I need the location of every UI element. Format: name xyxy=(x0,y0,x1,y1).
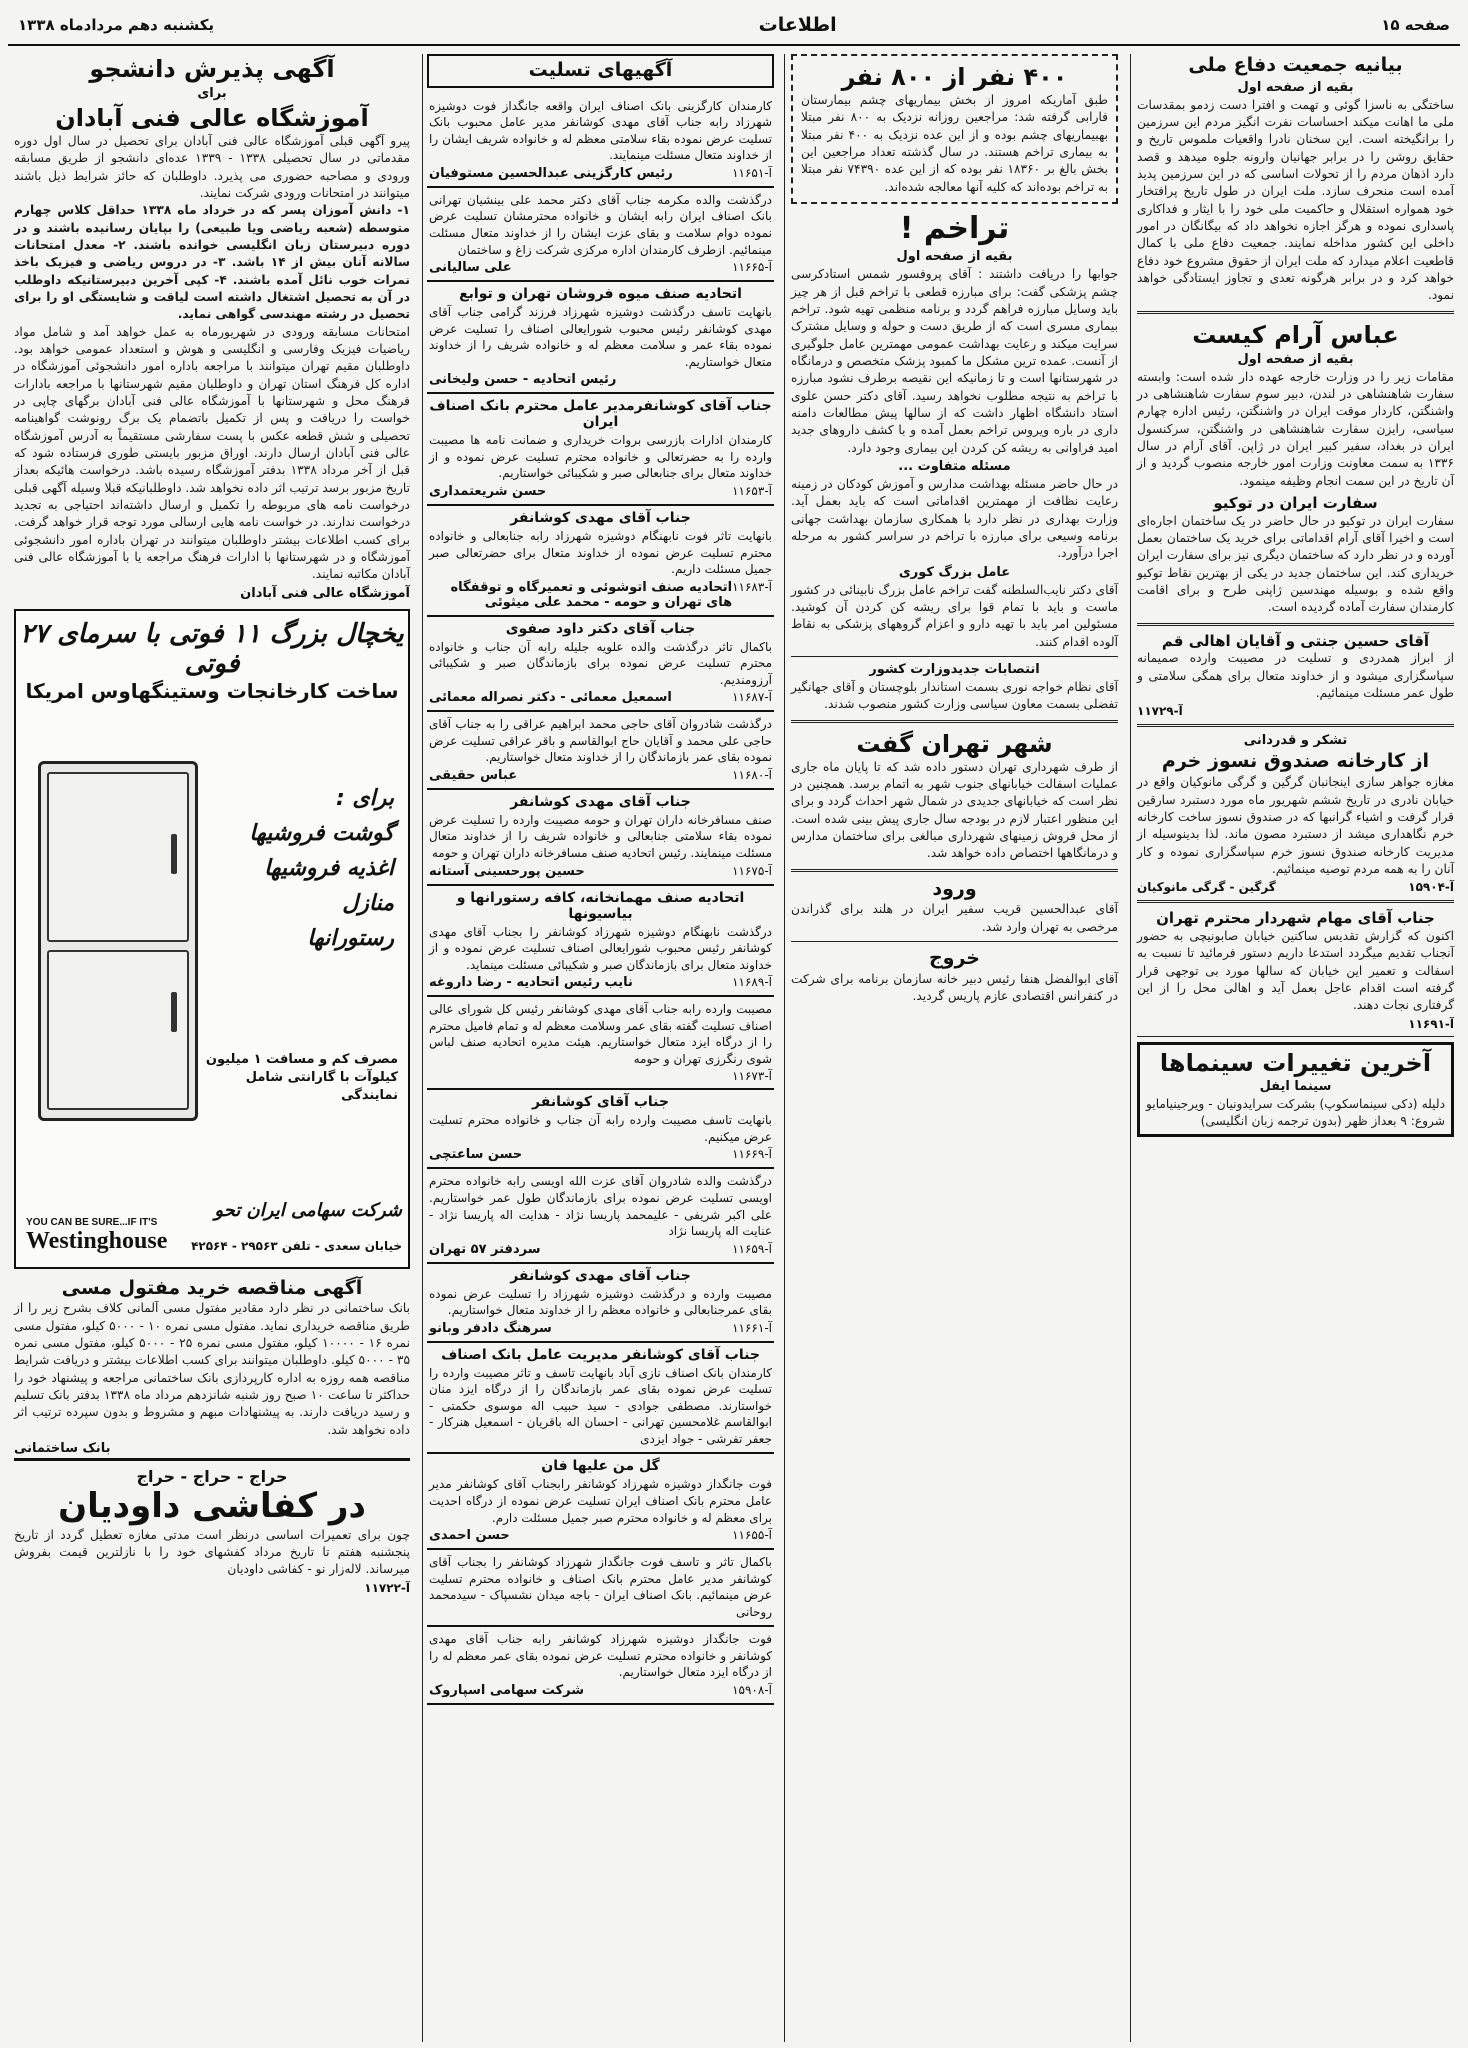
brand-tagline: YOU CAN BE SURE...IF IT'S xyxy=(26,1216,158,1228)
ad-number: آ-۱۱۶۶۵ xyxy=(732,260,772,275)
notice-body: بانهایت تاسف درگذشت دوشیزه شهرزاد فرزند گرامی جناب آقای مهدی کوشانفر رئیس محبوب شورایعالی اصناف را تسلیت عرض نموده بقاء عمر و سلامت معظم له و خانواده شریف را از خداوند متعال خواستاریم. xyxy=(429,305,772,369)
fridge-illustration xyxy=(38,761,198,1121)
notice-body: از ابراز همدردی و تسلیت در مصیبت وارده صمیمانه سپاسگزاری میشود و از خداوند متعال برای همگی سلامتی و طول عمر مسئلت مینمائیم. xyxy=(1137,651,1454,701)
ad-title: از کارخانه صندوق نسوز خرم xyxy=(1161,750,1430,773)
article-abbas-aram xyxy=(1137,320,1454,617)
divider xyxy=(1137,311,1454,314)
ad-number: آ-۱۱۶۸۰ xyxy=(732,767,772,782)
use-item: منازل xyxy=(342,891,394,917)
column-condolences xyxy=(422,54,778,2042)
notice-signature xyxy=(1137,1017,1454,1031)
notice-signer: رئیس اتحادیه - حسن ولیخانی xyxy=(429,372,617,388)
condolence-notice xyxy=(427,1343,774,1455)
headline-clinic: ۴۰۰ نفر از ۸۰۰ نفر xyxy=(841,63,1068,91)
ad-number: آ-۱۱۷۲۹ xyxy=(1137,704,1183,719)
ad-slogan: یخچال بزرگ ۱۱ فوتی با سرمای ۲۷ فوتی xyxy=(20,618,404,679)
condolence-notice xyxy=(427,282,774,394)
article-body: آقای ابوالفضل هنفا رئیس دبیر خانه سازمان برنامه برای شرکت در کنفرانس اقتصادی عازم پاریس گردید. xyxy=(791,971,1118,1004)
notice-signature xyxy=(429,1069,772,1083)
article-body: جوابها را دریافت داشتند : آقای پروفسور شمس استادکرسی چشم پزشکی گفت: برای مبارزه قطعی با تراخم قبل از هر چیز باید وسایل مبارزه فراهم گردد و برنامه منظمی تهیه شود. تراخم بیماری مسری است که از طریق دست و حوله و وسایل مشترک سرایت میکند و رعایت بهداشت عمومی مهمترین عامل جلوگیری از آنست. عمده ترین مشکل ما کمبود پزشک متخصص و درمانگاه در شهرستانها است و تا زمانیکه این نقیصه برطرف نشود مبارزه با تراخم به نتیجه مطلوب نخواهد رسید. آقای دکتر حسن علوی استاد دانشگاه اظهار داشت که از سالها پیش مطالعات دامنه داری در باره ویروس تراخم بعمل آمده و با کشف داروهای جدید امید فراوانی به ریشه کن کردن این بیماری وجود دارد. xyxy=(791,267,1118,455)
condolence-header-box xyxy=(427,54,774,88)
condolence-notice xyxy=(427,886,774,998)
ad-number: آ-۱۱۶۶۹ xyxy=(732,1147,772,1162)
condolence-notice xyxy=(427,1264,774,1343)
cinema-body: دلیله (دکی سینماسکوپ) بشرکت سرایدونیان - ویرجینیامایو شروع: ۹ بعداز ظهر (بدون ترجمه زبان انگلیسی) xyxy=(1146,1096,1445,1128)
column-ads xyxy=(8,54,416,2042)
ad-safe-factory xyxy=(1137,733,1454,894)
page-number: صفحه ۱۵ xyxy=(1381,16,1450,34)
notice-signature xyxy=(429,484,772,499)
article-body: از طرف شهرداری تهران دستور داده شد که تا پایان ماه جاری عملیات اسفالت خیابانهای جنوب شهر به اتمام برسد. همچنین در نظر است که خیابانهای جدیدی در شمال شهر احداث گردد و برای این منظور اعتبار لازم در بودجه سال جاری پیش بینی شده است. از محل فروش زمینهای شهرداری مبالغی برای ساختمان مدارس و درمانگاهها اختصاص داده خواهد شد. xyxy=(791,759,1118,861)
article-tehran-city xyxy=(791,729,1118,863)
notice-title: جناب آقای کوشانفر مدیریت عامل بانک اصناف xyxy=(441,1346,760,1363)
paper-name: اطلاعات xyxy=(758,14,837,36)
headline-city: شهر تهران گفت xyxy=(856,729,1053,758)
cinema-title: آخرین تغییرات سینماها xyxy=(1159,1048,1432,1077)
cinema-changes xyxy=(1137,1042,1454,1138)
headline-condolences: آگهیهای تسلیت xyxy=(528,59,673,81)
subhead: انتصابات جدیدوزارت کشور xyxy=(869,662,1040,678)
notice-body: درگذشت والده شادروان آقای عزت الله اویسی رابه خانواده محترم اویسی تسلیت عرض نموده برای بازماندگان طول عمر خواستاریم. علی اکبر شریفی - علیمحمد پاریسا نژاد - هدایت اله پاریسا نژاد - عنایت اله پاریسا نژاد xyxy=(429,1174,772,1239)
ad-tagline: مصرف کم و مسافت ۱ میلیون کیلوآت با گارانتی شامل نمایندگی xyxy=(205,1051,398,1103)
condolence-notice xyxy=(427,188,774,282)
ad-number: آ-۱۱۶۵۳ xyxy=(732,483,772,498)
notice-body: درگذشت نابهنگام دوشیزه شهرزاد کوشانفر را بجناب آقای مهدی کوشانفر رئیس محبوب شورایعالی اصناف تسلیت عرض نموده و از خداوند متعال برای بازماندگان صبر و شکیبائی مسئلت مینماید. xyxy=(429,924,772,972)
divider xyxy=(791,720,1118,723)
notice-title: جناب آقای دکتر داود صفوی xyxy=(505,620,696,637)
notice-signer: علی سالیانی xyxy=(429,260,512,276)
newspaper-page xyxy=(8,6,1460,2042)
article-arrival xyxy=(791,878,1118,936)
notice-body: فوت جانگداز دوشیزه شهرزاد کوشانفر رابجناب آقای کوشانفر مدیر عامل محترم بانک اصناف ایران تسلیت عرض نموده از درگاه احدیت برای معظم له و خانواده محترم صبر جمیل مسئلت دارم. xyxy=(429,1477,772,1525)
ad-number: آ-۱۱۶۵۵ xyxy=(732,1528,772,1543)
notice-signer: حسن ساعتچی xyxy=(429,1147,523,1163)
article-trachoma xyxy=(791,210,1118,714)
ad-body: پیرو آگهی قبلی آموزشگاه عالی فنی آبادان برای تحصیل در سال اول دوره مقدماتی در سال تحصیلی ۱۳۳۸ - ۱۳۳۹ عده‌ای دانشجو از طریق مسابقه ورودی و مصاحبه حضوری می پذیرد. داوطلبان که حائز شرایط ذیل باشند میتوانند در امتحانات ورودی شرکت نمایند. xyxy=(14,134,410,200)
notice-signature xyxy=(429,768,772,783)
condolence-notice xyxy=(427,394,774,506)
headline-national-defense: بیانیه جمعیت دفاع ملی xyxy=(1188,54,1403,76)
ad-number: آ-۱۱۶۵۱ xyxy=(732,165,772,180)
kicker: تشکر و قدردانی xyxy=(1243,733,1348,749)
notice-title: اتحادیه صنف میوه فروشان تهران و توابع xyxy=(459,286,742,303)
notice-body: باکمال تاثر درگذشت والده علویه جلیله رابه آن جناب و خانواده محترم تسلیت عرض نموده برای بازماندگان صبر و شکیبائی آرزومندیم. xyxy=(429,639,772,687)
notice-signature xyxy=(429,372,772,387)
notice-signer: رئیس کارگزینی عبدالحسین مستوفیان xyxy=(429,165,673,181)
ad-signer: گرگین - گرگی مانوکیان xyxy=(1137,880,1276,895)
subhead: مسئله متفاوت ... xyxy=(898,459,1011,475)
article-body: آقای نظام خواجه نوری بسمت استاندار بلوچستان و آقای جهانگیر تفضلی بسمت معاون سیاسی وزارت کشور منصوب شدند. xyxy=(791,680,1118,712)
notice-body: فوت جانگداز دوشیزه شهرزاد کوشانفر رابه جناب آقای مهدی کوشانفر و خانواده محترم تسلیت عرض نموده بقای عمر معظم له را از درگاه ایزد متعال خواستاریم. xyxy=(429,1632,772,1680)
subhead-tokyo-embassy: سفارت ایران در توکیو xyxy=(1213,493,1378,512)
ad-body: بانک ساختمانی در نظر دارد مقادیر مفتول مسی آلمانی کلاف بشرح زیر را از طریق مناقصه خریداری نماید. مفتول مسی نمره ۱۰ - ۵۰۰۰ کیلو، مفتول مسی نمره ۱۶ - ۱۰۰۰۰ کیلو، مفتول مسی نمره ۲۵ - ۵۰۰۰ کیلو، مفتول مسی نمره ۳۵ - ۵۰۰۰ کیلو. داوطلبان میتوانند برای کسب اطلاعات بیشتر و دریافت شرایط مناقصه همه روزه به اداره کارپردازی بانک ساختمانی مراجعه و پیشنهاد خود را حداکثر تا ساعت ۱۰ صبح روز شنبه شانزدهم مرداد ماه ۱۳۳۸ بدفتر بانک تسلیم و رسید دریافت دارند. به پیشنهادات مبهم و مشروط و بدون سپرده ترتیب اثر داده نخواهد شد. xyxy=(14,1301,410,1437)
notice-body: مصیبت وارده رابه جناب آقای مهدی کوشانفر رئیس کل شورای عالی اصناف تسلیت گفته بقای عمر وسلامت معظم له و تمام فامیل محترم را از درگاه ایزد متعال خواستاریم. هیئت مدیره اتحادیه صنف لباس شوی رنگرزی تهران و حومه xyxy=(429,1002,772,1066)
article-body: سفارت ایران در توکیو در حال حاضر در یک ساختمان اجاره‌ای است و اخیرا آقای آرام اقداماتی برای خرید یک ساختمان بعمل آورده و در نظر دارد که ساختمان دیگری نیز برای سفارت ایران خریداری کند. این ساختمان جدید در یکی از بهترین نقاط توکیو واقع شده و بوسیله مهندسین ژاپنی طرح و برای اقامت کارمندان سفارت آماده گردیده است. xyxy=(1137,513,1454,615)
fridge-upper-door xyxy=(47,772,189,942)
notice-title: اتحادیه صنف مهمانخانه، کافه رستورانها و بیاسیونها xyxy=(456,889,745,922)
notice-body: بانهایت تاثر فوت نابهنگام دوشیزه شهرزاد رابه جنابعالی و خانواده محترم تسلیت عرض نموده از خداوند متعال برای حضرتعالی صبر جمیل مسئلت داریم. xyxy=(429,528,772,577)
notice-signature xyxy=(429,975,772,990)
fridge-lower-door xyxy=(47,950,189,1110)
divider xyxy=(1137,1036,1454,1037)
notice-body: صنف مسافرخانه داران تهران و حومه مصیبت وارده را تسلیت عرض نموده بقاء سلامتی جنابعالی و خانواده شریف را از خداوند متعال مسئلت مینمایند. رئیس اتحادیه صنف مسافرخانه داران تهران و حومه xyxy=(429,812,772,860)
notice-body: درگذشت شادروان آقای حاجی محمد ابراهیم عراقی را به جناب آقای حاجی علی محمد و آقایان حاج ابوالقاسم و باقر عراقی تسلیت عرض نموده بقای عمر بازماندگان را از خداوند متعال خواستاریم. xyxy=(429,717,772,765)
use-item: برای : xyxy=(335,785,394,811)
article-body: آقای عبدالحسین قریب سفیر ایران در هلند برای گذراندن مرخصی به تهران وارد شد. xyxy=(791,902,1118,934)
issue-date: یکشنبه دهم مردادماه ۱۳۳۸ xyxy=(18,16,215,34)
condolence-notice xyxy=(427,1454,774,1550)
notice-signature xyxy=(429,1321,772,1336)
divider xyxy=(791,656,1118,657)
ad-number: آ-۱۱۶۹۱ xyxy=(1408,1016,1454,1031)
ad-body: امتحانات مسابقه ورودی در شهریورماه به عمل خواهد آمد و شامل مواد ریاضیات فیزیک وفارسی و انگلیسی و هوش و استعداد عمومی خواهد بود. داوطلبان مقیم تهران میتوانند با مراجعه باداره امور دانشجوئی آموزشگاه در اداره کل فرهنگ استان تهران و داوطلبان مقیم شهرستانها با مراجعه بادارات فرهنگ محل و شهرستانها با آموزشگاه عالی فنی آبادان برگهای چاپی در خواست را دریافت و پس از تکمیل باتضمام یک برگ رونوشت گواهینامه تحصیلی و شش قطعه عکس با پست سفارشی مستقیماً به آدرس آموزشگاه عالی فنی آبادان ارسال دارند. اوراق مزبور بایستی طوری فرستاده شود که قبل از آخر مرداد ۱۳۳۸ بدفتر آموزشگاه رسیده باشد. درخواست هائیکه بعداز تاریخ مزبور برسد ترتیب اثر داده نخواهد شد. داوطلبانیکه قبلا وسیله آگهی قبلی درخواست نامه های مربوطه را تکمیل و ارسال داشته‌اند احتیاجی به تجدید درخواست ندارند. در خواست نامه هایی ارسالی مورد توجه قرار خواهد گرفت. برای کسب اطلاعات بیشتر داوطلبان میتوانند در تهران باداره امور دانشجوئی آموزشگاه و در شهرستانها با ادارات فرهنگ مراجعه یا با آموزشگاه عالی فنی آبادان مکاتبه نمایند. xyxy=(14,324,410,582)
ad-copper-wire-tender xyxy=(14,1277,410,1456)
notice-signature xyxy=(429,1683,772,1698)
fridge-handle xyxy=(171,992,177,1032)
notice-signer: نایب رئیس اتحادیه - رضا داروغه xyxy=(429,975,633,991)
column-national-defense xyxy=(1130,54,1460,2042)
kicker: بقیه از صفحه اول xyxy=(1237,79,1354,95)
kicker: برای xyxy=(197,86,227,101)
ad-title: آگهی پذیرش دانشجو xyxy=(89,55,335,83)
notice-signer: سردفتر ۵۷ تهران xyxy=(429,1241,541,1257)
headline-trachoma: تراخم ! xyxy=(899,210,1010,246)
ad-number: آ-۱۵۹۰۸ xyxy=(732,1682,772,1697)
article-body: در حال حاضر مسئله بهداشت مدارس و آموزش کودکان در زمینه رعایت نظافت از مهمترین اقداماتی است که باید بعمل آید. وزارت بهداری در نظر دارد با همکاری سازمان بهداشت جهانی برنامه وسیعی برای مبارزه با تراخم در سراسر کشور به مرحله اجرا درآورد. xyxy=(791,477,1118,561)
kicker: بقیه از صفحه اول xyxy=(896,249,1013,265)
masthead xyxy=(8,6,1460,46)
condolence-notice xyxy=(427,1550,774,1627)
headline-departure: خروج xyxy=(928,947,981,970)
ad-number: آ-۱۱۶۸۷ xyxy=(732,690,772,705)
condolence-notice xyxy=(427,506,774,617)
divider xyxy=(1137,623,1454,626)
brand-name: Westinghouse xyxy=(26,1227,168,1254)
condolence-notice xyxy=(427,1090,774,1169)
ad-number: آ-۱۱۶۶۱ xyxy=(732,1320,772,1335)
article-body: آقای دکتر نایب‌السلطنه گفت تراخم عامل بزرگ نابینائی در کشور ماست و باید با تمام قوا برای ریشه کن کردن آن کوشید. مسئولین امر باید با تهیه دارو و اعزام گروههای پزشکی به نقاط آلوده اقدام کنند. xyxy=(791,582,1118,649)
notice-signature xyxy=(429,166,772,181)
notice-title: آقای حسین جنتی و آقایان اهالی قم xyxy=(1161,631,1430,650)
notice-tehran-mayor xyxy=(1137,909,1454,1030)
notice-body: مصیبت وارده و درگذشت دوشیزه شهرزاد را تسلیت عرض نموده بقای عمرجنابعالی و خانواده معظم را از خداوند متعال خواستاریم. xyxy=(429,1286,772,1318)
notice-qom-thanks xyxy=(1137,632,1454,719)
article-departure xyxy=(791,947,1118,1005)
ad-sale-cry: حراج - حراج - حراج xyxy=(136,1466,288,1486)
notice-signature xyxy=(429,1242,772,1257)
notice-signature xyxy=(429,1147,772,1162)
ad-signature: بانک ساختمانی xyxy=(14,1440,111,1456)
box-farabi-clinic xyxy=(791,54,1118,204)
notice-signer: اتحادیه صنف اتوشوئی و تعمیرگاه و توقفگاه های تهران و حومه - محمد علی میثوئی xyxy=(450,579,733,610)
notice-title: جناب آقای کوشانفرمدیر عامل محترم بانک اصناف ایران xyxy=(429,398,772,431)
headline-abbas-aram: عباس آرام کیست xyxy=(1192,320,1399,349)
ad-number: آ-۱۱۶۷۵ xyxy=(732,863,772,878)
use-item: رستورانها xyxy=(307,926,394,952)
notice-signer: سرهنگ دادفر وبانو xyxy=(429,1320,552,1336)
ad-number: آ-۱۱۶۸۳ xyxy=(732,579,772,594)
ad-maker: ساخت کارخانجات وستینگهاوس امریکا xyxy=(25,678,399,703)
ad-body: چون برای تعمیرات اساسی درنظر است مدتی مغازه تعطیل گردد از تاریخ پنجشنبه هفتم تا تاریخ مرداد کفشهای خود را با نازلترین قیمت بفروش میرساند. لاله‌زار نو - کفاشی داودیان xyxy=(14,1527,410,1577)
notice-signer: عباس حقیقی xyxy=(429,767,518,783)
ad-company: شرکت سهامی ایران تحو xyxy=(214,1199,402,1221)
notice-signer: اسمعیل معمائی - دکتر نصراله معمائی xyxy=(429,690,672,706)
use-item: اغذیه فروشیها xyxy=(264,855,394,881)
ad-number: آ-۱۱۶۸۹ xyxy=(732,975,772,990)
notice-signer: حسن شریعتمداری xyxy=(429,483,547,499)
condolence-notice xyxy=(427,1169,774,1263)
notice-title: جناب آقای مهدی کوشانفر xyxy=(510,1267,691,1284)
condolence-notice xyxy=(427,712,774,790)
ad-abadan-admission xyxy=(14,54,410,601)
notice-body: کارمندان بانک اصناف نازی آباد بانهایت تاسف و تاثر مصیبت وارده را تسلیت عرض نموده بقای عمر بازماندگان را از درگاه ایزد منان خواستارند. مصطفی جوادی - سید حبیب اله موسوی حکمتی - ابوالقاسم غلامحسین تهرانی - احسان اله باقریان - اسمعیل هنرکار - جعفر تفرشی - جواد ایزدی xyxy=(429,1365,772,1446)
notice-signer: حسین پورحسینی آستانه xyxy=(429,863,585,879)
subhead: عامل بزرگ کوری xyxy=(898,564,1011,580)
notice-signature xyxy=(429,1528,772,1543)
ad-number: آ-۱۱۶۷۳ xyxy=(732,1069,772,1084)
notice-title: جناب آقای مهدی کوشانفر xyxy=(510,793,691,810)
notice-body: درگذشت والده مکرمه جناب آقای دکتر محمد علی بینشیان تهرانی بانک اصناف ایران رابه ایشان و خانواده محترمشان تسلیت عرض نموده دوام سلامت و بقای عزت ایشان را از خداوند متعال مسئلت مینمائیم. ازطرف کارمندان اداره مرکزی شرکت زاغ و ساختمان xyxy=(429,192,772,257)
cinema-name: سینما ایفل xyxy=(1259,1078,1332,1094)
ad-store-name: در کفاشی داودیان xyxy=(58,1485,366,1526)
headline-arrival: ورود xyxy=(932,877,977,900)
ad-signature xyxy=(1137,880,1454,894)
article-body: ساختگی به ناسزا گوئی و تهمت و افترا دست زدمو بمقدسات ملی ما اهانت میکند احساسات نفرت انگیز مردم این سرزمین را برانگیخته است. این سخنان نادرا واقعیات ملموس تاریخ و حقایق روشن را در برابر جهانیان وارونه جلوه میدهد و قصد دارد اذهان مردم را از تحولات اساسی که در این سرزمین پدید آمده است منحرف سازد. ملت ایران در طول تاریخ پرافتخار خود همواره استقلال و حاکمیت ملی خود را با ایثار و فداکاری پاسداری نموده و هرگز اجازه نخواهد داد که بیگانگان در امور داخلی این کشور مداخله نمایند. جمعیت دفاع ملی با کمال قاطعیت اعلام میدارد که ملت ایران از حقوق مشروع خود دفاع خواهد کرد و در برابر هرگونه تعدی و تجاوز ایستادگی خواهد نمود. xyxy=(1137,97,1454,303)
divider xyxy=(791,941,1118,942)
notice-title: جناب آقای مهدی کوشانفر xyxy=(510,509,691,526)
ad-body: مغازه جواهر سازی اینجانبان گرگین و گرگی مانوکیان واقع در خیابان نادری در تاریخ ششم شهریور ماه مورد دستبرد سارقین قرار گرفت و اشیاء گرانبها که در صندوق نسوز ساخت کارخانه خرم نگاهداری میشد از دستبرد مصون ماند. لذا بدینوسیله از مدیریت کارخانه صندوق نسوز خرم سپاسگزاری نموده و کار آنان را به همه مردم توصیه مینمائیم. xyxy=(1137,775,1454,876)
notice-body: باکمال تاثر و تاسف فوت جانگداز شهرزاد کوشانفر را بجناب آقای کوشانفر مدیر عامل محترم بانک اصناف و خانواده محترم تسلیت عرض مینمائیم. بانک اصناف ایران - باجه میدان نشسپاک - سیدمحمد روحانی xyxy=(429,1555,772,1619)
condolence-notice xyxy=(427,997,774,1090)
ad-davoudian-shoes xyxy=(14,1458,410,1595)
divider xyxy=(1137,900,1454,903)
ad-address: خیابان سعدی - تلفن ۲۹۵۶۳ - ۴۲۵۶۴ xyxy=(191,1238,402,1253)
notice-signature xyxy=(429,260,772,275)
ad-number: آ-۱۱۷۲۲ xyxy=(364,1580,410,1595)
condolence-notice xyxy=(427,94,774,188)
kicker: بقیه از صفحه اول xyxy=(1237,351,1354,367)
westinghouse-logo xyxy=(26,1217,167,1255)
notice-title: گل من علیها فان xyxy=(541,1458,660,1475)
notice-signer: حسن احمدی xyxy=(429,1528,510,1544)
divider xyxy=(791,869,1118,872)
fridge-handle xyxy=(171,834,177,874)
article-body: طبق آماریکه امروز از بخش بیماریهای چشم بیمارستان فارابی گرفته شد: مراجعین روزانه نزدیک به ۸۰۰ نفر مبتلا بهبیماریهای چشم بوده و از این عده نزدیک به ۴۰۰ نفر مبتلا به بیماری تراخم هستند. در سال گذشته تعداد مراجعین این بخش بالغ بر ۱۸۳۶۰ نفر بوده که از این عده ۷۴۳۹۰ نفر مبتلا به تراخم بوده‌اند که کلیه آنها معالجه شده‌اند. xyxy=(801,93,1108,194)
ad-signature: آموزشگاه عالی فنی آبادان xyxy=(240,585,410,601)
ad-conditions: ۱- دانش آموزان پسر که در خرداد ماه ۱۳۳۸ حداقل کلاس چهارم متوسطه (شعبه ریاضی ویا طبیعی) را بپایان رسانیده باشند و در دوره دبیرستان زبان انگلیسی خوانده باشند. ۲- معدل امتحانات سالانه آنان بیش از ۱۴ باشد. ۳- در دروس ریاضی و فیزیک باخذ نمرات خوب نائل آمده باشند. ۴- کپی آخرین دبیرستانیکه داوطلب در آن به تحصیل اشتغال داشته است لیاقت و شایستگی او را برای تحصیل در رشته مهندسی گواهی نماید. xyxy=(14,203,411,322)
condolence-list xyxy=(427,94,774,1705)
condolence-notice xyxy=(427,617,774,713)
notice-signer: شرکت سهامی اسپاروک xyxy=(429,1682,584,1698)
notice-body: کارمندان کارگزینی بانک اصناف ایران واقعه جانگداز فوت دوشیزه شهرزاد رابه جناب آقای مهدی کوشانفر مدیر عامل محبوب بانک تسلیت عرض نموده بقاء سلامتی معظم له و خانواده شریف ایشان را از خداوند متعال مسئلت مینمایند. xyxy=(429,98,772,163)
ad-title: آگهی مناقصه خرید مفتول مسی xyxy=(61,1276,363,1299)
article-body: مقامات زیر را در وزارت خارجه عهده دار شده است: وابسته سفارت شاهنشاهی در لندن، دبیر سوم سفارت شاهنشاهی در واشنگتن، کاردار موقت ایران در واشنگتن، رئیس اداره چهارم سیاسی، رایزن سفارت شاهنشاهی در واشنگتن، سرکنسول ایران در بغداد، سفیر کبیر ایران در ژاپن. آقای آرام در سال ۱۳۳۶ به سمت معاونت وزارت امور خارجه منصوب گردید و از آن تاریخ در این سمت انجام وظیفه مینمود. xyxy=(1137,369,1454,488)
article-national-defense xyxy=(1137,54,1454,305)
notice-signature xyxy=(429,864,772,879)
ad-number: آ-۱۵۹۰۴ xyxy=(1408,880,1454,895)
use-item: گوشت فروشیها xyxy=(249,820,394,846)
notice-body: اکنون که گزارش تقدیس ساکنین خیابان صابونیچی به حضور آنجناب تقدیم میگردد استدعا داریم دستور فرمائید تا نسبت به اسفالت و تعمیر این خیابان که سالها مورد بی توجهی قرار گرفته است اقدام عاجل بعمل آید و اهالی محل را از این گرفتاری نجات دهند. xyxy=(1137,928,1454,1013)
column-trachoma xyxy=(784,54,1124,2042)
ad-signature xyxy=(14,1581,410,1595)
ad-number: آ-۱۱۶۵۹ xyxy=(732,1241,772,1256)
notice-signature xyxy=(1137,704,1454,718)
notice-body: کارمندان ادارات بازرسی بروات خریداری و ضمانت نامه ها مصیبت وارده را به حضرتعالی و خانواده محترم تسلیت عرض نموده و از خداوند متعال برای جنابعالی صبر و شکیبائی خواستاریم. xyxy=(429,433,772,481)
notice-title: جناب آقای کوشانفر xyxy=(532,1094,669,1111)
ad-subtitle: آموزشگاه عالی فنی آبادان xyxy=(55,104,369,132)
notice-title: جناب آقای مهام شهردار محترم تهران xyxy=(1156,909,1435,928)
condolence-notice xyxy=(427,1627,774,1705)
notice-body: بانهایت تاسف مصیبت وارده رابه آن جناب و خانواده محترم تسلیت عرض میکنیم. xyxy=(429,1113,772,1144)
ad-westinghouse-fridge xyxy=(14,609,410,1269)
ad-uses-list xyxy=(194,781,394,957)
notice-signature xyxy=(429,690,772,705)
divider xyxy=(1137,724,1454,727)
condolence-notice xyxy=(427,790,774,886)
notice-signature xyxy=(429,580,772,610)
